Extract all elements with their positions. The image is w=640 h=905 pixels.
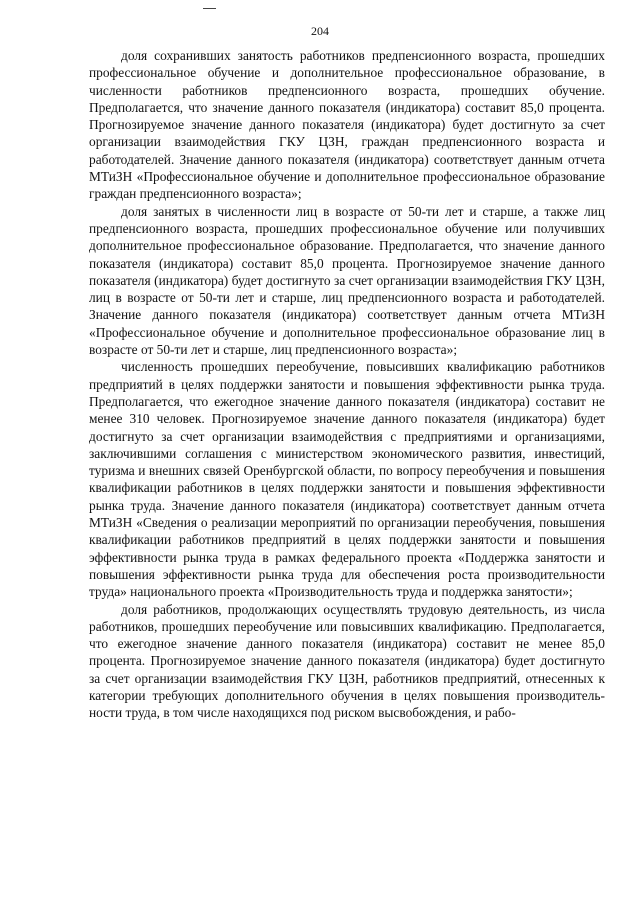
paragraph-indicator-retrained-workers: численность прошедших переобучение, повысивших квалификацию работников предприятий в целях поддержки занятости и повышения эффективности рынка труда. Предполагается, что ежегодное значение данного показателя (индикатора) составит не менее 310 человек. Прогнозируемое значение данного показателя (индикатора) будет достигнуто за счет организации взаимодействия с предприятиями и организациями, заключившими соглашения с министерством экономического развития, инвестиций, туризма и внешних связей Оренбургской области, по вопросу переобучения и повышения квалификации работников в целях поддержки занятости и повышения эффективности рынка труда. Значение данного показателя (индикатора) соответствует данным отчета МТиЗН «Сведения о реализации мероприятий по организации переобучения, повышения квалификации работников предприятий в целях поддержки занятости и повышения эффективности рынка труда в рамках федерального проекта «Поддержка занятости и повышения эффективности рынка труда для обеспечения роста производительности труда» национального проекта «Производительность труда и поддержка занятости»;: [89, 359, 605, 600]
paragraph-indicator-preretirement-employment: доля сохранивших занятость работников предпенсионного возраста, прошедших профессиональное обучение и дополнительное профессиональное образование, в численности работников предпенсионного возраста, прошедших обучение. Предполагается, что значение данного показателя (индикатора) составит 85,0 процента. Прогнозируемое значение данного показателя (индикатора) будет достигнуто за счет организации взаимодействия ГКУ ЦЗН, граждан предпенсионного возраста и работодателей. Значение данного показателя (индикатора) соответствует данным отчета МТиЗН «Профессиональное обучение и дополнительное профессиональное образование граждан предпенсионного возраста»;: [89, 48, 605, 202]
page-number: 204: [311, 24, 329, 38]
document-body: [89, 47, 605, 722]
paragraph-indicator-employed-50-plus: доля занятых в численности лиц в возрасте от 50-ти лет и старше, а также лиц предпенсионного возраста, прошедших профессиональное обучение или получивших дополнительное профессиональное образование. Предполагается, что значение данного показателя (индикатора) составит 85,0 процента. Прогнозируемое значение данного показателя (индикатора) будет достигнуто за счет организации взаимодействия ГКУ ЦЗН, лиц в возрасте от 50-ти лет и старше, лиц предпенсионного возраста и работодателей. Значение данного показателя (индикатора) соответствует данным отчета МТиЗН «Профессиональное обучение и дополнительное профессиональное образование лиц в возрасте от 50-ти лет и старше, лиц предпенсионного возраста»;: [89, 203, 605, 358]
scan-mark: [203, 8, 216, 9]
paragraph-indicator-continuing-workers: доля работников, продолжающих осуществлять трудовую деятельность, из числа работников, прошедших переобучение или повысивших квалификацию. Предполагается, что ежегодное значение данного показателя (индикатора) составит не менее 85,0 процента. Прогнозируемое значение данного показателя (индикатора) будет достигнуто за счет организации взаимодействия ГКУ ЦЗН, работников предприятий, отнесенных к категории требующих дополнительного обучения в целях повышения производительности труда, в том числе находящихся под риском высвобождения, и рабо-: [89, 601, 605, 721]
